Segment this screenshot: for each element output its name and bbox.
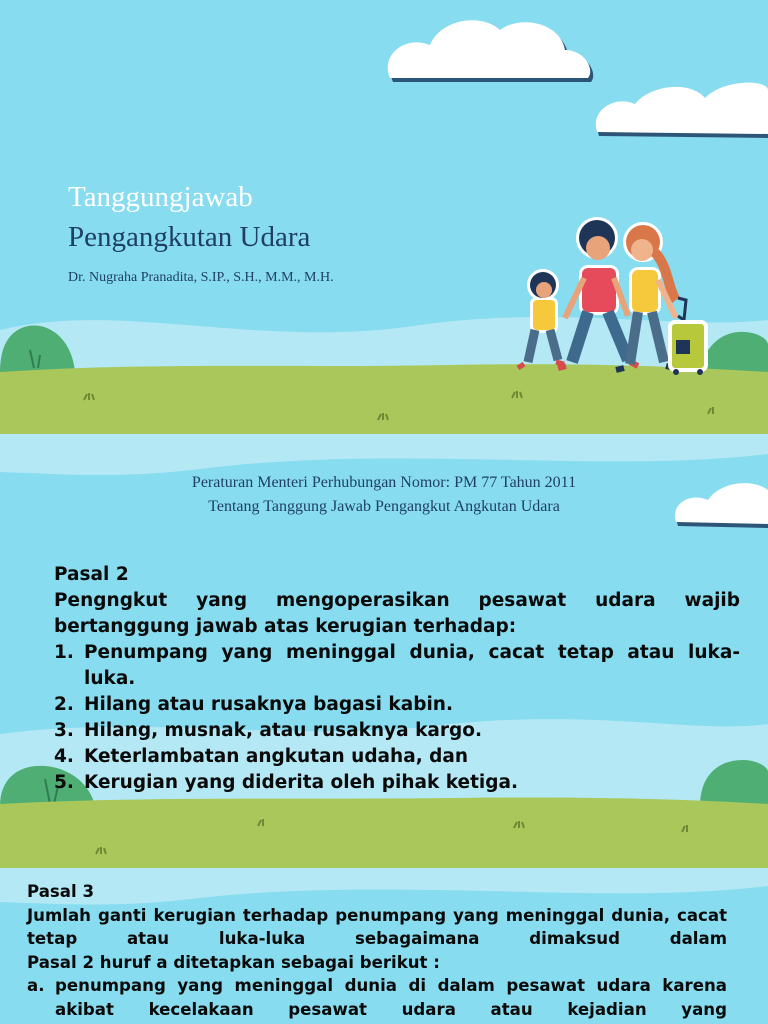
article-label: Pasal 2 (54, 564, 129, 585)
list-item-text: Keterlambatan angkutan udaha, dan (84, 746, 469, 767)
list-item (54, 692, 740, 718)
pasal-2-slide (0, 434, 768, 868)
list-number: 1. (54, 642, 74, 663)
list-item-text: Hilang atau rusaknya bagasi kabin. (84, 694, 453, 715)
title-slide (0, 0, 768, 434)
list-number: 2. (54, 694, 74, 715)
list-item (54, 744, 740, 770)
cloud-icon (388, 20, 593, 82)
landscape-background (0, 0, 768, 434)
pasal-3-content (27, 880, 727, 1021)
pasal-3-slide (0, 868, 768, 1024)
regulation-title: Peraturan Menteri Perhubungan Nomor: PM 77 Tahun 2011 (191, 474, 577, 491)
article-label: Pasal 3 (27, 882, 94, 901)
list-item-text: penumpang yang meninggal dunia di dalam pesawat udara karena akibat kecelakaan pesawat udara atau kejadian yang (55, 976, 727, 1019)
cloud-icon (596, 83, 768, 138)
list-item (54, 640, 740, 692)
list-item-text: Hilang, musnak, atau rusaknya kargo. (84, 720, 482, 741)
regulation-subtitle: Tentang Tanggung Jawab Pengangkut Angkutan Udara (208, 498, 560, 515)
grass-field (0, 364, 768, 434)
list-item (54, 718, 740, 744)
author-name: Dr. Nugraha Pranadita, S.IP., S.H., M.M., M.H. (68, 270, 334, 285)
article-intro: Pengngkut yang mengoperasikan pesawat udara wajib bertanggung jawab atas kerugian terhadap: (54, 590, 740, 637)
list-item (27, 974, 727, 1021)
list-number: 5. (54, 772, 74, 793)
pasal-2-content (54, 562, 740, 796)
list-item (54, 770, 740, 796)
article-intro-end: Pasal 2 huruf a ditetapkan sebagai berikut : (27, 952, 440, 972)
obligation-list (54, 640, 740, 796)
slide-title-line-1: Tanggungjawab (68, 181, 253, 213)
article-intro: Jumlah ganti kerugian terhadap penumpang yang meninggal dunia, cacat tetap atau luka-luka sebagaimana dimaksud dalam (27, 905, 727, 948)
slide-title-line-2: Pengangkutan Udara (68, 221, 311, 253)
grass-field (0, 797, 768, 868)
list-label: a. (27, 976, 45, 995)
list-number: 4. (54, 746, 74, 767)
list-item-text: Kerugian yang diderita oleh pihak ketiga. (84, 772, 519, 793)
list-item-text: Penumpang yang meninggal dunia, cacat tetap atau luka-luka. (84, 642, 740, 689)
list-number: 3. (54, 720, 74, 741)
